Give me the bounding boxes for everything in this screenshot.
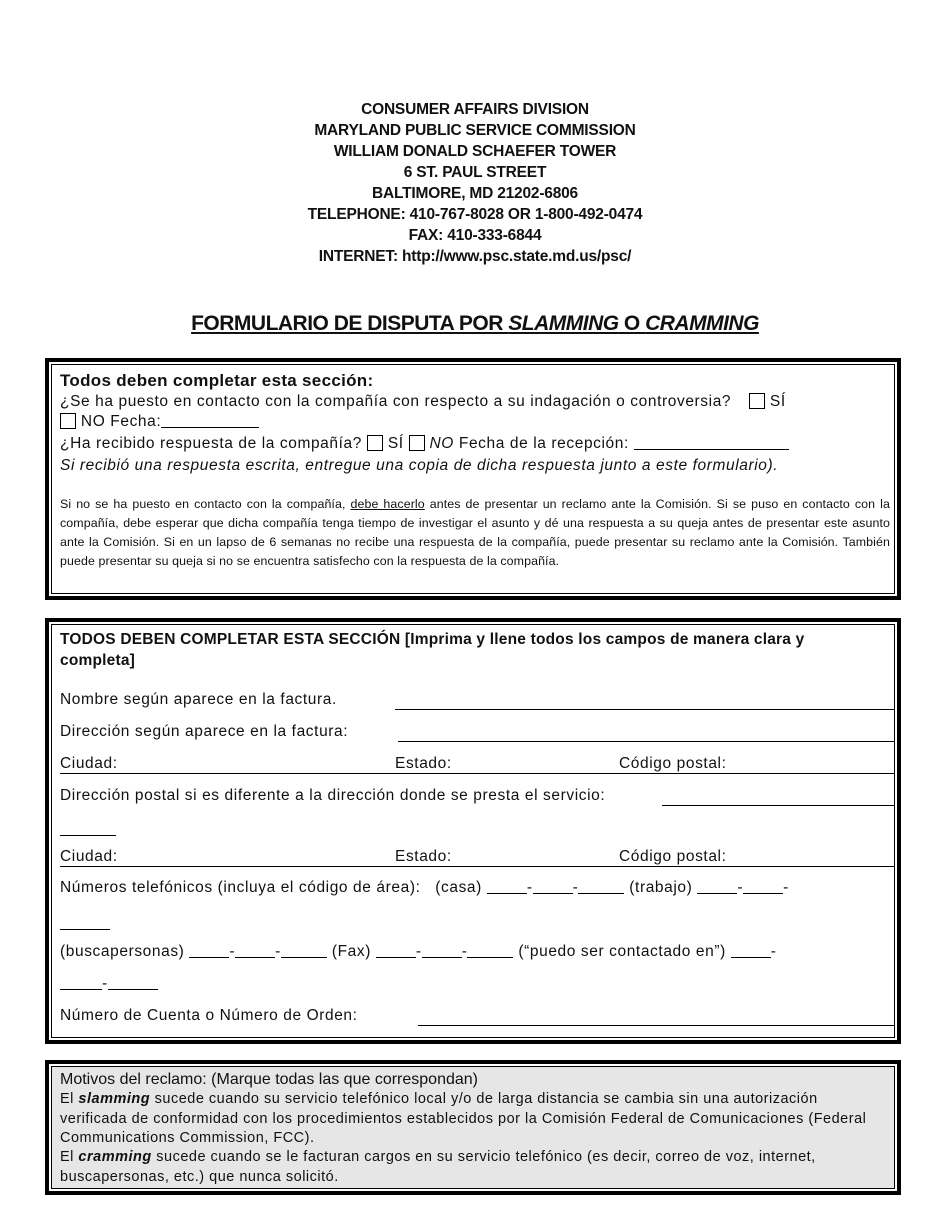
pager-area-field[interactable] bbox=[189, 957, 229, 958]
written-response-note: Si recibió una respuesta escrita, entregue una copia de dicha respuesta junto a este formulario). bbox=[60, 457, 779, 474]
reach-line-field[interactable] bbox=[108, 989, 158, 990]
work-area-field[interactable] bbox=[697, 893, 737, 894]
reach-area-field[interactable] bbox=[731, 957, 771, 958]
header-line: CONSUMER AFFAIRS DIVISION bbox=[361, 101, 589, 118]
bill-address-field[interactable] bbox=[398, 741, 894, 742]
city-label-1: Ciudad: bbox=[60, 755, 118, 772]
other-phones-row: (buscapersonas) - - (Fax) - - (“puedo ser contactado en”) - bbox=[60, 943, 777, 960]
home-prefix-field[interactable] bbox=[533, 893, 573, 894]
header-line: 6 ST. PAUL STREET bbox=[403, 164, 547, 181]
header-line: INTERNET: http://www.psc.state.md.us/psc/ bbox=[318, 248, 632, 265]
contact-instructions: Si no se ha puesto en contacto con la compañía, debe hacerlo antes de presentar un reclamo ante la Comisión. Si se puso en contacto con la compañía, debe esperar que dicha compañía tenga tiempo de investigar el asunto y dé una respuesta a su queja antes de presentar este asunto ante la Comisión. Si en un lapso de 6 semanas no recibe una respuesta de la compañía, puede presentar su reclamo ante la Comisión. También puede presentar su queja si no se encuentra satisfecho con la respuesta de la compañía. bbox=[60, 497, 890, 568]
reach-phone-cont: - bbox=[60, 975, 158, 993]
header-line: TELEPHONE: 410-767-8028 OR 1-800-492-0474 bbox=[307, 206, 643, 223]
fax-line-field[interactable] bbox=[467, 957, 513, 958]
response-question: ¿Ha recibido respuesta de la compañía? SÍ NO Fecha de la recepción: bbox=[60, 435, 789, 453]
header-line: WILLIAM DONALD SCHAEFER TOWER bbox=[333, 143, 617, 160]
response-yes-checkbox[interactable] bbox=[367, 435, 383, 451]
contact-date-field[interactable] bbox=[161, 427, 259, 428]
account-number-field[interactable] bbox=[418, 1025, 894, 1026]
home-line-field[interactable] bbox=[578, 893, 624, 894]
state-label-1: Estado: bbox=[395, 755, 452, 772]
work-prefix-field[interactable] bbox=[743, 893, 783, 894]
contact-yes-checkbox[interactable] bbox=[749, 393, 765, 409]
bill-address-label: Dirección según aparece en la factura: bbox=[60, 723, 349, 740]
agency-header bbox=[0, 99, 950, 267]
header-line: MARYLAND PUBLIC SERVICE COMMISSION bbox=[314, 122, 636, 139]
postal-address-label: Dirección postal si es diferente a la dirección donde se presta el servicio: bbox=[60, 787, 606, 804]
home-area-field[interactable] bbox=[487, 893, 527, 894]
city-row-line-1[interactable] bbox=[60, 773, 894, 774]
city-label-2: Ciudad: bbox=[60, 848, 118, 865]
section1-heading: Todos deben completar esta sección: bbox=[60, 371, 374, 390]
section-complaint-reasons bbox=[45, 1060, 901, 1195]
response-no-checkbox[interactable] bbox=[409, 435, 425, 451]
title-term-slamming: SLAMMING bbox=[508, 312, 619, 335]
contact-no-row: NO Fecha: bbox=[60, 413, 259, 431]
reach-prefix-field[interactable] bbox=[60, 989, 102, 990]
bill-name-label: Nombre según aparece en la factura. bbox=[60, 691, 337, 708]
reception-date-field[interactable] bbox=[634, 449, 789, 450]
zip-label-2: Código postal: bbox=[619, 848, 727, 865]
header-line: FAX: 410-333-6844 bbox=[408, 227, 542, 244]
postal-address-field[interactable] bbox=[662, 805, 894, 806]
contact-question: ¿Se ha puesto en contacto con la compañía con respecto a su indagación o controversia? SÍ bbox=[60, 393, 786, 410]
cramming-term: cramming bbox=[78, 1149, 152, 1165]
phone-numbers-row: Números telefónicos (incluya el código de área): (casa) - - (trabajo) - - bbox=[60, 879, 789, 896]
state-label-2: Estado: bbox=[395, 848, 452, 865]
title-term-cramming: CRAMMING bbox=[645, 312, 759, 335]
fax-prefix-field[interactable] bbox=[422, 957, 462, 958]
section-customer-info bbox=[45, 618, 901, 1044]
section2-heading: TODOS DEBEN COMPLETAR ESTA SECCIÓN [Imprima y llene todos los campos de manera clara y completa] bbox=[60, 631, 805, 669]
section3-heading: Motivos del reclamo: (Marque todas las que correspondan) bbox=[60, 1071, 478, 1088]
pager-line-field[interactable] bbox=[281, 957, 327, 958]
section-contact-company bbox=[45, 358, 901, 600]
zip-label-1: Código postal: bbox=[619, 755, 727, 772]
work-line-field[interactable] bbox=[60, 929, 110, 930]
pager-prefix-field[interactable] bbox=[235, 957, 275, 958]
form-title: FORMULARIO DE DISPUTA POR SLAMMING O CRAMMING bbox=[191, 312, 759, 335]
contact-no-checkbox[interactable] bbox=[60, 413, 76, 429]
city-row-line-2[interactable] bbox=[60, 866, 894, 867]
slamming-definition: El slamming sucede cuando su servicio telefónico local y/o de larga distancia se cambia sin una autorización verificada de conformidad con los procedimientos establecidos por la Comisión Federal de Comunicaciones (Federal Communications Commission, FCC). bbox=[60, 1091, 867, 1146]
cramming-definition: El cramming sucede cuando se le facturan cargos en su servicio telefónico (es decir, correo de voz, internet, buscapersonas, etc.) que nunca solicitó. bbox=[60, 1149, 816, 1185]
slamming-term: slamming bbox=[78, 1091, 151, 1107]
fax-area-field[interactable] bbox=[376, 957, 416, 958]
bill-name-field[interactable] bbox=[395, 709, 894, 710]
header-line: BALTIMORE, MD 21202-6806 bbox=[372, 185, 578, 202]
postal-address-field-cont[interactable] bbox=[60, 835, 116, 836]
account-number-label: Número de Cuenta o Número de Orden: bbox=[60, 1007, 358, 1024]
